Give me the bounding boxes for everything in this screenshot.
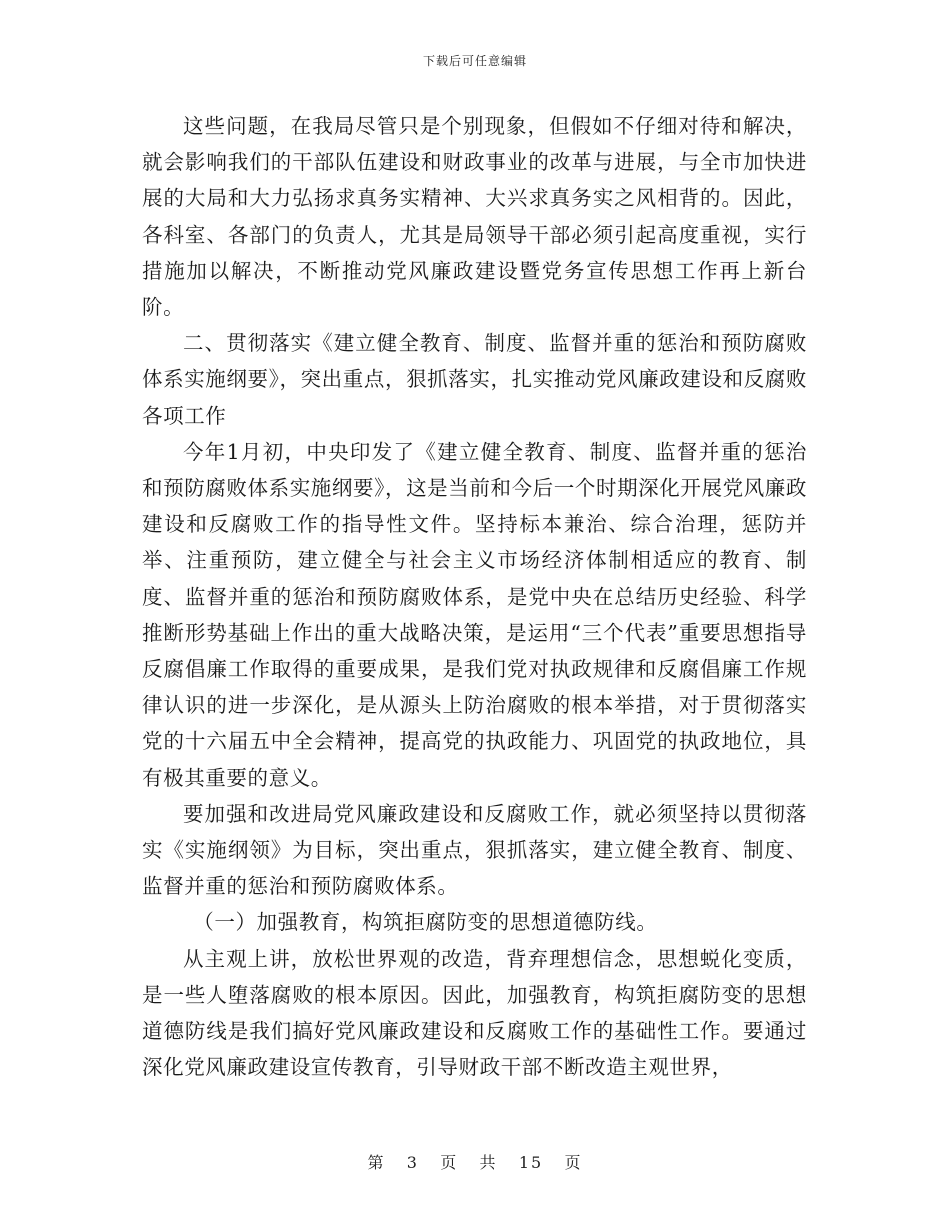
footer-label-unit-end: 页: [564, 1153, 583, 1172]
document-body: [142, 108, 807, 1085]
current-page-number: 3: [406, 1153, 419, 1172]
footer-label-unit: 页: [440, 1153, 459, 1172]
paragraph-1: 这些问题，在我局尽管只是个别现象，但假如不仔细对待和解决，就会影响我们的干部队伍建设和财政事业的改革与进展，与全市加快进展的大局和大力弘扬求真务实精神、大兴求真务实之风相背的。因此，各科室、各部门的负责人，尤其是局领导干部必须引起高度重视，实行措施加以解决，不断推动党风廉政建设暨党务宣传思想工作再上新台阶。: [142, 114, 807, 320]
footer-label-total: 共: [479, 1153, 498, 1172]
total-pages-number: 15: [518, 1153, 544, 1172]
header-note: 下载后可任意编辑: [422, 54, 527, 68]
section-heading-2: 二、贯彻落实《建立健全教育、制度、监督并重的惩治和预防腐败体系实施纲要》，突出重点，狠抓落实，扎实推动党风廉政建设和反腐败各项工作: [142, 331, 807, 428]
footer-label-page: 第: [367, 1153, 386, 1172]
paragraph-2: 今年1月初，中央印发了《建立健全教育、制度、监督并重的惩治和预防腐败体系实施纲要》，这是当前和今后一个时期深化开展党风廉政建设和反腐败工作的指导性文件。坚持标本兼治、综合治理，惩防并举、注重预防，建立健全与社会主义市场经济体制相适应的教育、制度、监督并重的惩治和预防腐败体系，是党中央在总结历史经验、科学推断形势基础上作出的重大战略决策，是运用“三个代表”重要思想指导反腐倡廉工作取得的重要成果，是我们党对执政规律和反腐倡廉工作规律认识的进一步深化，是从源头上防治腐败的根本举措，对于贯彻落实党的十六届五中全会精神，提高党的执政能力、巩固党的执政地位，具有极其重要的意义。: [142, 439, 807, 790]
page-number-footer: [0, 1150, 950, 1173]
paragraph-4: 从主观上讲，放松世界观的改造，背弃理想信念，思想蜕化变质，是一些人堕落腐败的根本原因。因此，加强教育，构筑拒腐防变的思想道德防线是我们搞好党风廉政建设和反腐败工作的基础性工作。要通过深化党风廉政建设宣传教育，引导财政干部不断改造主观世界，: [142, 946, 807, 1080]
subsection-heading-1: （一）加强教育，构筑拒腐防变的思想道德防线。: [193, 910, 658, 935]
paragraph-3: 要加强和改进局党风廉政建设和反腐败工作，就必须坚持以贯彻落实《实施纲领》为目标，突出重点，狠抓落实，建立健全教育、制度、监督并重的惩治和预防腐败体系。: [142, 801, 807, 899]
